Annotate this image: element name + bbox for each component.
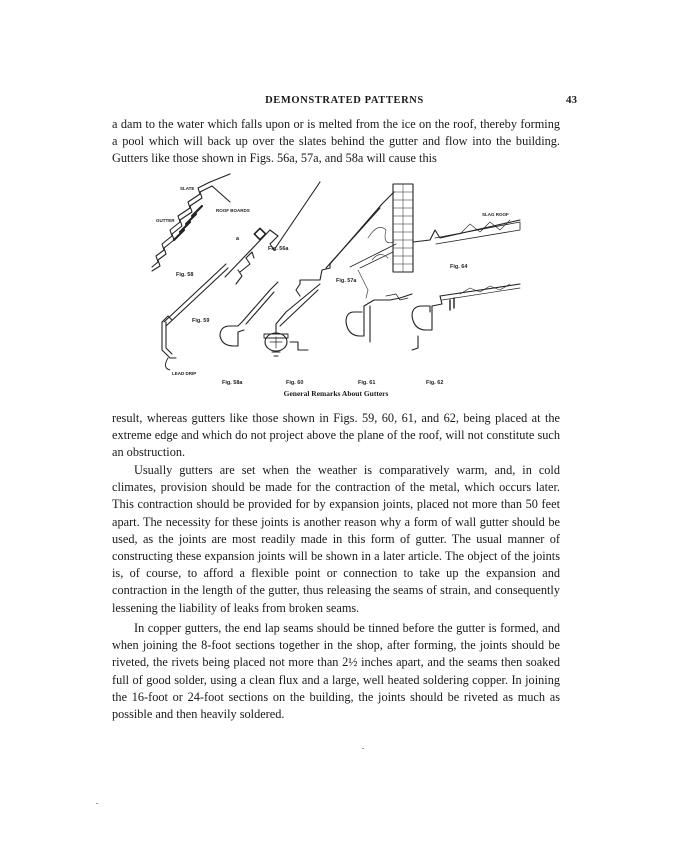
fig-60-drawing bbox=[264, 284, 320, 356]
paragraph-result: result, whereas gutters like those shown in Figs. 59, 60, 61, and 62, being placed at the extreme edge and which do not project above the plane of the roof, will not constitute such an obstruction. bbox=[112, 411, 560, 460]
label-lead-drip: LEAD DRIP bbox=[172, 371, 197, 376]
paragraph-copper-gutters: In copper gutters, the end lap seams should be tinned before the gutter is formed, and when joining the 8-foot sections together in the shop, after forming, the joints should be riveted, the rivets being placed not more than 2½ inches apart, and the seams then soaked full of good solder, using a clean flux and a large, well heated soldering copper. In joining the 16-foot or 24-foot sections on the building, the joints should be riveted as much as possible and then heavily soldered. bbox=[112, 621, 560, 722]
label-slag-roof: SLAG ROOF bbox=[482, 212, 509, 217]
scan-speck bbox=[362, 748, 364, 749]
figure-caption: General Remarks About Gutters bbox=[283, 389, 389, 398]
gutter-illustration bbox=[150, 172, 530, 402]
scan-speck bbox=[96, 803, 98, 804]
paragraph-continued: a dam to the water which falls upon or is melted from the ice on the roof, thereby forming a pool which will back up over the slates behind the gutter and flow into the building. Gutters like those shown in Figs. 56a, 57a, and 58a will cause this bbox=[112, 117, 560, 166]
label-fig-64: Fig. 64 bbox=[450, 264, 468, 270]
page-number: 43 bbox=[566, 94, 577, 106]
label-fig-61: Fig. 61 bbox=[358, 380, 376, 386]
label-a: a bbox=[236, 236, 240, 242]
fig-56a-drawing bbox=[225, 182, 320, 284]
fig-61-drawing bbox=[346, 294, 412, 342]
fig-58a-drawing bbox=[220, 282, 278, 346]
label-fig-59: Fig. 59 bbox=[192, 318, 210, 324]
label-roof-boards: ROOF BOARDS bbox=[216, 208, 250, 213]
label-fig-57a: Fig. 57a bbox=[336, 278, 357, 284]
paragraph-expansion-joints: Usually gutters are set when the weather is comparatively warm, and, in cold climates, provision should be made for the contraction of the metal, which occurs later. This contraction should be provided for by expansion joints, placed not more than 50 feet apart. The necessity for these joints is another reason why a form of wall gutter should be used, as the joints are most readily made in this form of gutter. The usual manner of constructing these expansion joints will be shown in a later article. The object of the joints is, of course, to afford a flexible point or connection to take up the expansion and contraction in the length of the gutter, thus releasing the seams of strain, and consequently lessening the liability of leaks from broken seams. bbox=[112, 463, 560, 615]
label-fig-60: Fig. 60 bbox=[286, 380, 304, 386]
label-fig-62: Fig. 62 bbox=[426, 380, 444, 386]
fig-62-drawing bbox=[412, 284, 520, 350]
label-slate: SLATE bbox=[180, 186, 195, 191]
label-fig-58a: Fig. 58a bbox=[222, 380, 243, 386]
label-fig-58: Fig. 58 bbox=[176, 272, 194, 278]
fig-64-drawing bbox=[350, 184, 520, 298]
running-title: DEMONSTRATED PATTERNS bbox=[265, 95, 424, 106]
gutter-figures bbox=[150, 172, 530, 402]
label-gutter: GUTTER bbox=[156, 218, 175, 223]
label-fig-56a: Fig. 56a bbox=[268, 246, 289, 252]
fig-59-drawing bbox=[162, 264, 228, 370]
running-head bbox=[112, 95, 577, 113]
